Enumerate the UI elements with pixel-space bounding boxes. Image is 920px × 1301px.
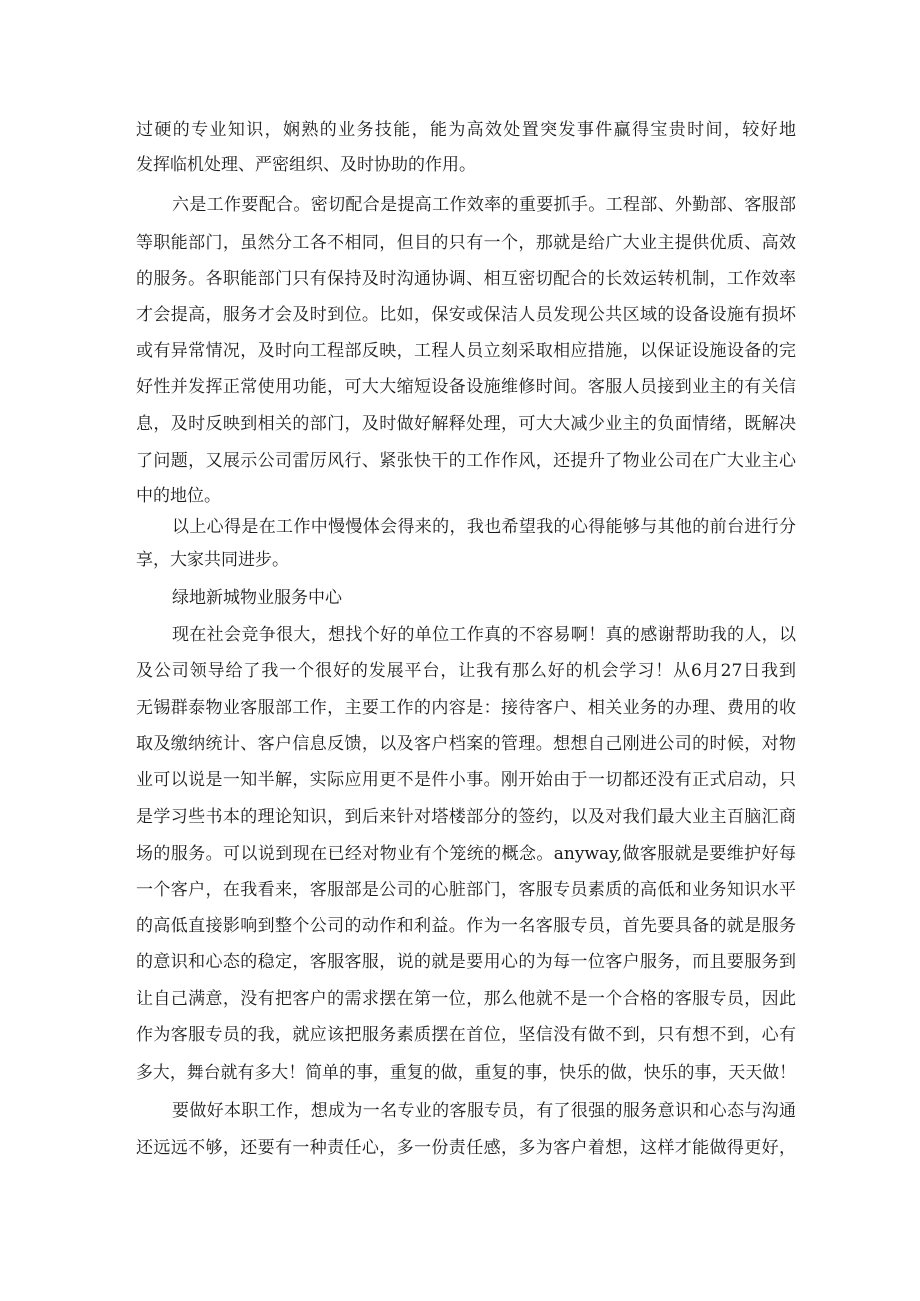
text-line: 场的服务。可以说到现在已经对物业有个笼统的概念。anyway,做客服就是要维护好每 — [136, 844, 796, 864]
text-line: 及公司领导给了我一个很好的发展平台，让我有那么好的机会学习！从6月27日我到 — [136, 661, 796, 681]
text-line: 让自己满意，没有把客户的需求摆在第一位，那么他就不是一个合格的客服专员，因此 — [136, 989, 796, 1009]
text-line: 还远远不够，还要有一种责任心，多一份责任感，多为客户着想，这样才能做得更好， — [136, 1138, 796, 1158]
text-line: 以上心得是在工作中慢慢体会得来的，我也希望我的心得能够与其他的前台进行分 — [172, 517, 796, 537]
text-line: 的意识和心态的稳定，客服客服，说的就是要用心的为每一位客户服务，而且要服务到 — [136, 952, 796, 972]
text-line: 等职能部门，虽然分工各不相同，但目的只有一个，那就是给广大业主提供优质、高效 — [136, 233, 796, 253]
text-line: 的服务。各职能部门只有保持及时沟通协调、相互密切配合的长效运转机制，工作效率 — [136, 269, 796, 289]
text-line: 好性并发挥正常使用功能，可大大缩短设备设施维修时间。客服人员接到业主的有关信 — [136, 377, 796, 397]
text-line: 现在社会竞争很大，想找个好的单位工作真的不容易啊！真的感谢帮助我的人，以 — [172, 625, 796, 645]
text-line: 享，大家共同进步。 — [136, 550, 289, 570]
text-line: 的高低直接影响到整个公司的动作和利益。作为一名客服专员，首先要具备的就是服务 — [136, 916, 796, 936]
text-line: 才会提高，服务才会及时到位。比如，保安或保洁人员发现公共区域的设备设施有损坏 — [136, 305, 796, 325]
text-line: 业可以说是一知半解，实际应用更不是件小事。刚开始由于一切都还没有正式启动，只 — [136, 770, 796, 790]
text-line: 息，及时反映到相关的部门，及时做好解释处理，可大大减少业主的负面情绪，既解决 — [136, 414, 796, 434]
text-line: 发挥临机处理、严密组织、及时协助的作用。 — [136, 155, 476, 175]
text-line: 是学习些书本的理论知识，到后来针对塔楼部分的签约，以及对我们最大业主百脑汇商 — [136, 807, 796, 827]
text-line: 中的地位。 — [136, 486, 221, 506]
text-line: 或有异常情况，及时向工程部反映，工程人员立刻采取相应措施，以保证设施设备的完 — [136, 341, 796, 361]
text-line: 多大，舞台就有多大！简单的事，重复的做，重复的事，快乐的做，快乐的事，天天做！ — [136, 1062, 796, 1082]
text-line: 绿地新城物业服务中心 — [172, 588, 342, 608]
text-line: 过硬的专业知识，娴熟的业务技能，能为高效处置突发事件赢得宝贵时间，较好地 — [136, 120, 796, 140]
text-line: 无锡群泰物业客服部工作，主要工作的内容是：接待客户、相关业务的办理、费用的收 — [136, 698, 796, 718]
text-line: 要做好本职工作，想成为一名专业的客服专员，有了很强的服务意识和心态与沟通 — [172, 1101, 796, 1121]
text-line: 取及缴纳统计、客户信息反馈，以及客户档案的管理。想想自己刚进公司的时候，对物 — [136, 734, 796, 754]
text-line: 一个客户，在我看来，客服部是公司的心脏部门，客服专员素质的高低和业务知识水平 — [136, 880, 796, 900]
text-line: 作为客服专员的我，就应该把服务素质摆在首位，坚信没有做不到，只有想不到，心有 — [136, 1025, 796, 1045]
text-line: 了问题，又展示公司雷厉风行、紧张快干的工作作风，还提升了物业公司在广大业主心 — [136, 451, 796, 471]
text-line: 六是工作要配合。密切配合是提高工作效率的重要抓手。工程部、外勤部、客服部 — [172, 195, 796, 215]
